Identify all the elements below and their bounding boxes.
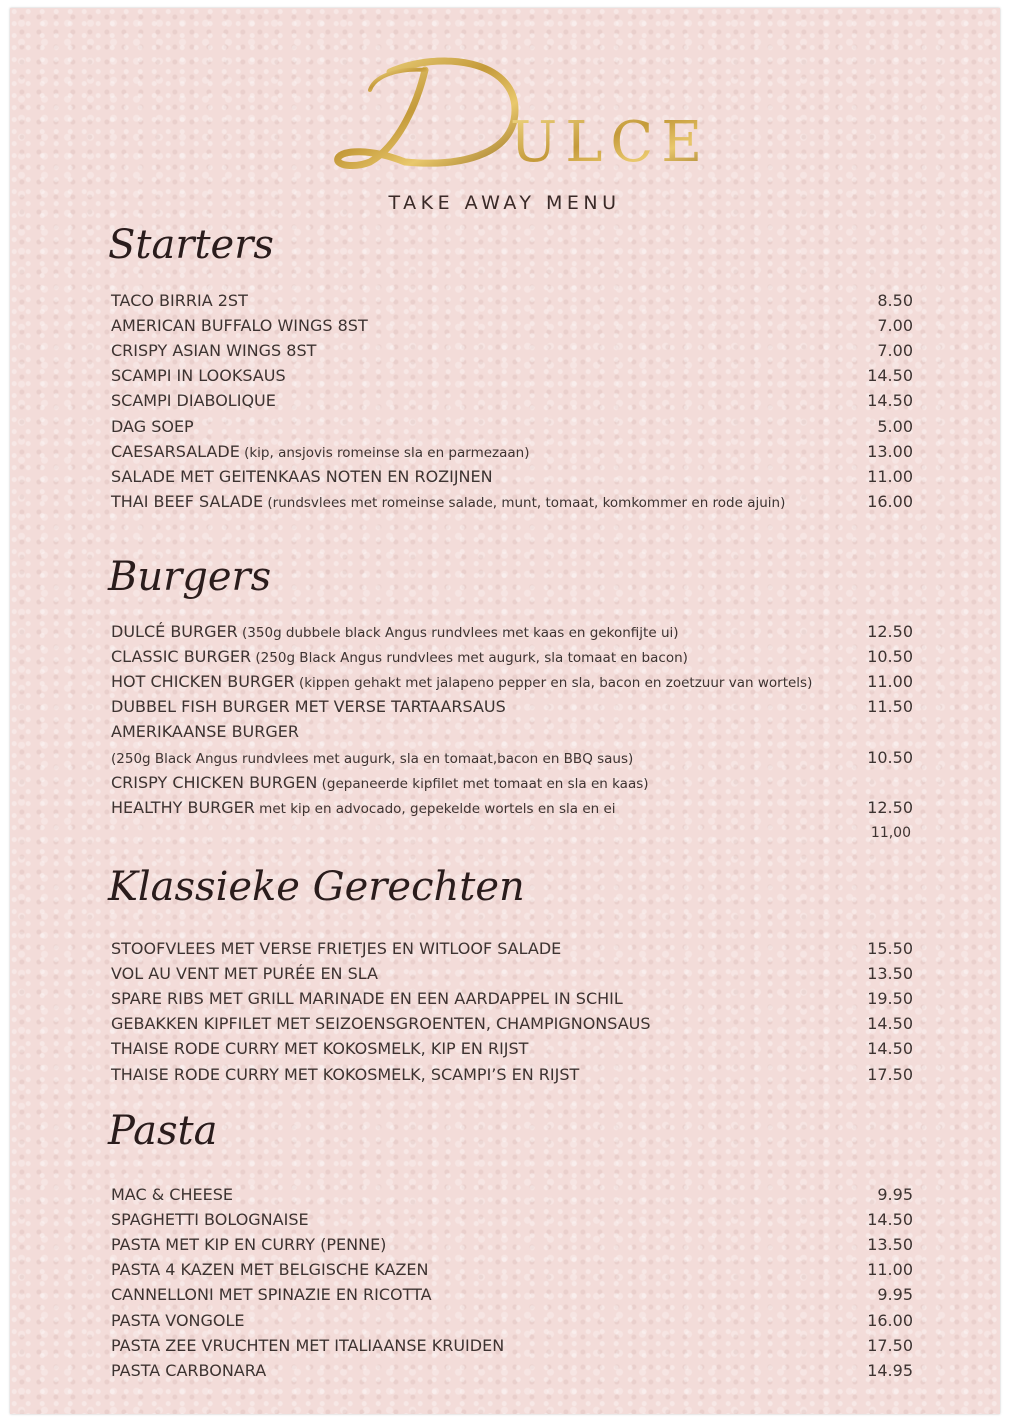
menu-item-extra-price: 11,00	[870, 824, 911, 841]
menu-item-price: 11.00	[867, 1260, 913, 1280]
menu-item-title: HEALTHY BURGER	[111, 797, 255, 817]
menu-item-name	[111, 1065, 579, 1084]
menu-item-title: SCAMPI IN LOOKSAUS	[111, 366, 286, 386]
menu-item-name	[111, 672, 812, 691]
menu-item-price: 8.50	[877, 291, 913, 310]
menu-item-price: 5.00	[877, 416, 913, 436]
menu-item-title: HOT CHICKEN BURGER	[111, 672, 295, 692]
menu-item-title: AMERIKAANSE BURGER	[111, 722, 299, 742]
menu-item-price: 17.50	[867, 1335, 913, 1355]
menu-item-price: 17.50	[867, 1064, 913, 1084]
menu-item-price: 14.50	[867, 1039, 913, 1059]
menu-item	[111, 1311, 913, 1336]
menu-item-title: PASTA 4 KAZEN MET BELGISCHE KAZEN	[111, 1260, 429, 1280]
menu-item-title: TACO BIRRIA 2ST	[111, 291, 248, 310]
menu-item-name	[111, 647, 688, 666]
menu-item-title: DULCÉ BURGER	[111, 622, 238, 641]
menu-item-price: 14.50	[867, 1014, 913, 1034]
menu-item-description: (rundsvlees met romeinse salade, munt, tomaat, komkommer en rode ajuin)	[263, 494, 786, 511]
menu-item-price: 11.00	[867, 672, 913, 692]
menu-item-price: 9.95	[877, 1285, 913, 1305]
menu-item-description: (250g Black Angus rundvlees met augurk, sla tomaat en bacon)	[251, 650, 688, 667]
menu-item	[111, 291, 913, 316]
menu-item-price: 15.50	[867, 939, 913, 958]
menu-item-price: 11.00	[867, 466, 913, 486]
menu-item-name	[111, 316, 368, 335]
menu-item	[111, 1185, 913, 1210]
section-heading: Starters	[108, 222, 274, 268]
menu-item	[111, 989, 913, 1014]
menu-item-title: DAG SOEP	[111, 416, 194, 436]
menu-item	[111, 722, 913, 747]
menu-item-title: PASTA VONGOLE	[111, 1310, 245, 1330]
menu-item-name	[111, 622, 679, 641]
menu-item-description: (350g dubbele black Angus rundvlees met kaas en gekonfijte ui)	[237, 625, 679, 641]
menu-item-title: STOOFVLEES MET VERSE FRIETJES EN WITLOOF SALADE	[111, 939, 562, 958]
menu-item-description: (250g Black Angus rundvlees met augurk, sla en tomaat,bacon en BBQ saus)	[111, 750, 634, 767]
menu-item-price: 14.95	[867, 1360, 913, 1380]
menu-item-name	[111, 1039, 528, 1058]
menu-item-title: CRISPY ASIAN WINGS 8ST	[111, 341, 317, 361]
menu-item	[111, 1210, 913, 1235]
menu-item	[111, 1235, 913, 1260]
menu-item-name	[111, 467, 493, 486]
menu-item-title: DUBBEL FISH BURGER MET VERSE TARTAARSAUS	[111, 697, 506, 717]
menu-item-description: met kip en advocado, gepekelde wortels en sla en ei	[254, 800, 616, 817]
menu-item	[111, 939, 913, 964]
menu-item	[111, 442, 913, 467]
menu-item	[111, 1260, 913, 1285]
menu-item-name	[111, 492, 785, 511]
section-heading: Pasta	[108, 1108, 218, 1154]
menu-item-name	[111, 939, 561, 958]
menu-item-name	[111, 748, 633, 767]
menu-item-title: CAESARSALADE	[111, 441, 240, 461]
menu-item-name	[111, 1361, 266, 1380]
menu-item-title: VOL AU VENT MET PURÉE EN SLA	[111, 964, 378, 984]
menu-item-name	[111, 964, 378, 983]
menu-item	[111, 798, 913, 823]
menu-item	[111, 467, 913, 492]
menu-item-title: PASTA MET KIP EN CURRY (PENNE)	[111, 1235, 387, 1255]
menu-item-title: CANNELLONI MET SPINAZIE EN RICOTTA	[111, 1285, 432, 1305]
menu-item-description: (gepaneerde kipfilet met tomaat en sla en kaas)	[317, 775, 649, 792]
menu-item	[111, 1014, 913, 1039]
menu-item-name	[111, 1311, 245, 1330]
menu-item-title: SALADE MET GEITENKAAS NOTEN EN ROZIJNEN	[111, 466, 493, 486]
menu-item	[111, 964, 913, 989]
menu-item-name	[111, 1235, 386, 1254]
menu-item	[111, 366, 913, 391]
menu-item	[111, 647, 913, 672]
menu-item-title: SPARE RIBS MET GRILL MARINADE EN EEN AARDAPPEL IN SCHIL	[111, 989, 623, 1009]
menu-item-price: 14.50	[867, 1210, 913, 1230]
menu-item	[111, 1336, 913, 1361]
menu-item	[111, 341, 913, 366]
menu-item-price: 14.50	[867, 366, 913, 386]
menu-item-name	[111, 1260, 428, 1279]
menu-item-extra	[111, 823, 913, 848]
menu-item	[111, 1039, 913, 1064]
menu-item-name	[111, 1185, 233, 1204]
menu-item-price: 13.50	[867, 964, 913, 984]
menu-item-title: THAISE RODE CURRY MET KOKOSMELK, SCAMPI’S EN RIJST	[111, 1064, 580, 1084]
menu-item-price: 12.50	[867, 622, 913, 641]
menu-item	[111, 1065, 913, 1090]
menu-item-name	[111, 341, 316, 360]
menu-item-name	[111, 773, 649, 792]
menu-item-name	[111, 1336, 504, 1355]
svg-text:ULCE: ULCE	[510, 110, 711, 175]
menu-item-price: 10.50	[867, 747, 913, 767]
menu-item-price: 16.00	[867, 491, 913, 511]
menu-item-name	[111, 1210, 309, 1229]
menu-item-title: MAC & CHEESE	[111, 1185, 233, 1204]
menu-item-title: CLASSIC BURGER	[111, 647, 252, 667]
section-heading: Burgers	[108, 554, 272, 600]
menu-item-name	[111, 697, 506, 716]
menu-item-title: PASTA CARBONARA	[111, 1360, 267, 1380]
menu-item-description: (kippen gehakt met jalapeno pepper en sla, bacon en zoetzuur van wortels)	[294, 675, 813, 692]
menu-item-price: 7.00	[877, 341, 913, 361]
menu-item-title: PASTA ZEE VRUCHTEN MET ITALIAANSE KRUIDEN	[111, 1335, 505, 1355]
menu-item	[111, 672, 913, 697]
menu-item	[111, 697, 913, 722]
menu-item-price: 19.50	[867, 989, 913, 1009]
menu-item	[111, 417, 913, 442]
menu-item	[111, 316, 913, 341]
menu-item-price: 10.50	[867, 647, 913, 667]
menu-subtitle: TAKE AWAY MENU	[388, 192, 621, 214]
menu-item	[111, 391, 913, 416]
menu-item-title: CRISPY CHICKEN BURGEN	[111, 772, 318, 792]
menu-item	[111, 622, 913, 647]
menu-item-name	[111, 989, 623, 1008]
menu-item-name	[111, 417, 194, 436]
menu-item	[111, 748, 913, 773]
menu-item-price: 13.50	[867, 1235, 913, 1255]
menu-item-title: SCAMPI DIABOLIQUE	[111, 391, 276, 411]
menu-item-title: GEBAKKEN KIPFILET MET SEIZOENSGROENTEN, CHAMPIGNONSAUS	[111, 1014, 651, 1034]
menu-item-description: (kip, ansjovis romeinse sla en parmezaan)	[239, 444, 530, 461]
menu-item-price: 12.50	[867, 797, 913, 817]
menu-item	[111, 1361, 913, 1386]
menu-item-name	[111, 391, 276, 410]
section-heading: Klassieke Gerechten	[108, 864, 525, 910]
menu-item	[111, 492, 913, 517]
menu-item-title: THAISE RODE CURRY MET KOKOSMELK, KIP EN RIJST	[111, 1039, 529, 1059]
menu-item-name	[111, 291, 248, 310]
menu-item-name	[111, 722, 299, 741]
menu-item	[111, 773, 913, 798]
menu-item-name	[111, 442, 530, 461]
menu-item-title: SPAGHETTI BOLOGNAISE	[111, 1210, 309, 1230]
menu-item-price: 13.00	[867, 441, 913, 461]
dulce-logo	[330, 50, 711, 180]
menu-item-price: 7.00	[877, 316, 913, 336]
menu-item-price: 14.50	[867, 391, 913, 411]
menu-item-title: THAI BEEF SALADE	[111, 491, 264, 511]
menu-item-price: 9.95	[877, 1185, 913, 1204]
menu-item-name	[111, 1014, 651, 1033]
menu-item-title: AMERICAN BUFFALO WINGS 8ST	[111, 316, 368, 336]
menu-item-name	[111, 1285, 432, 1304]
menu-item-name	[111, 366, 286, 385]
menu-item	[111, 1285, 913, 1310]
menu-item-name	[111, 798, 616, 817]
menu-item-price: 16.00	[867, 1310, 913, 1330]
menu-item-price: 11.50	[867, 697, 913, 717]
